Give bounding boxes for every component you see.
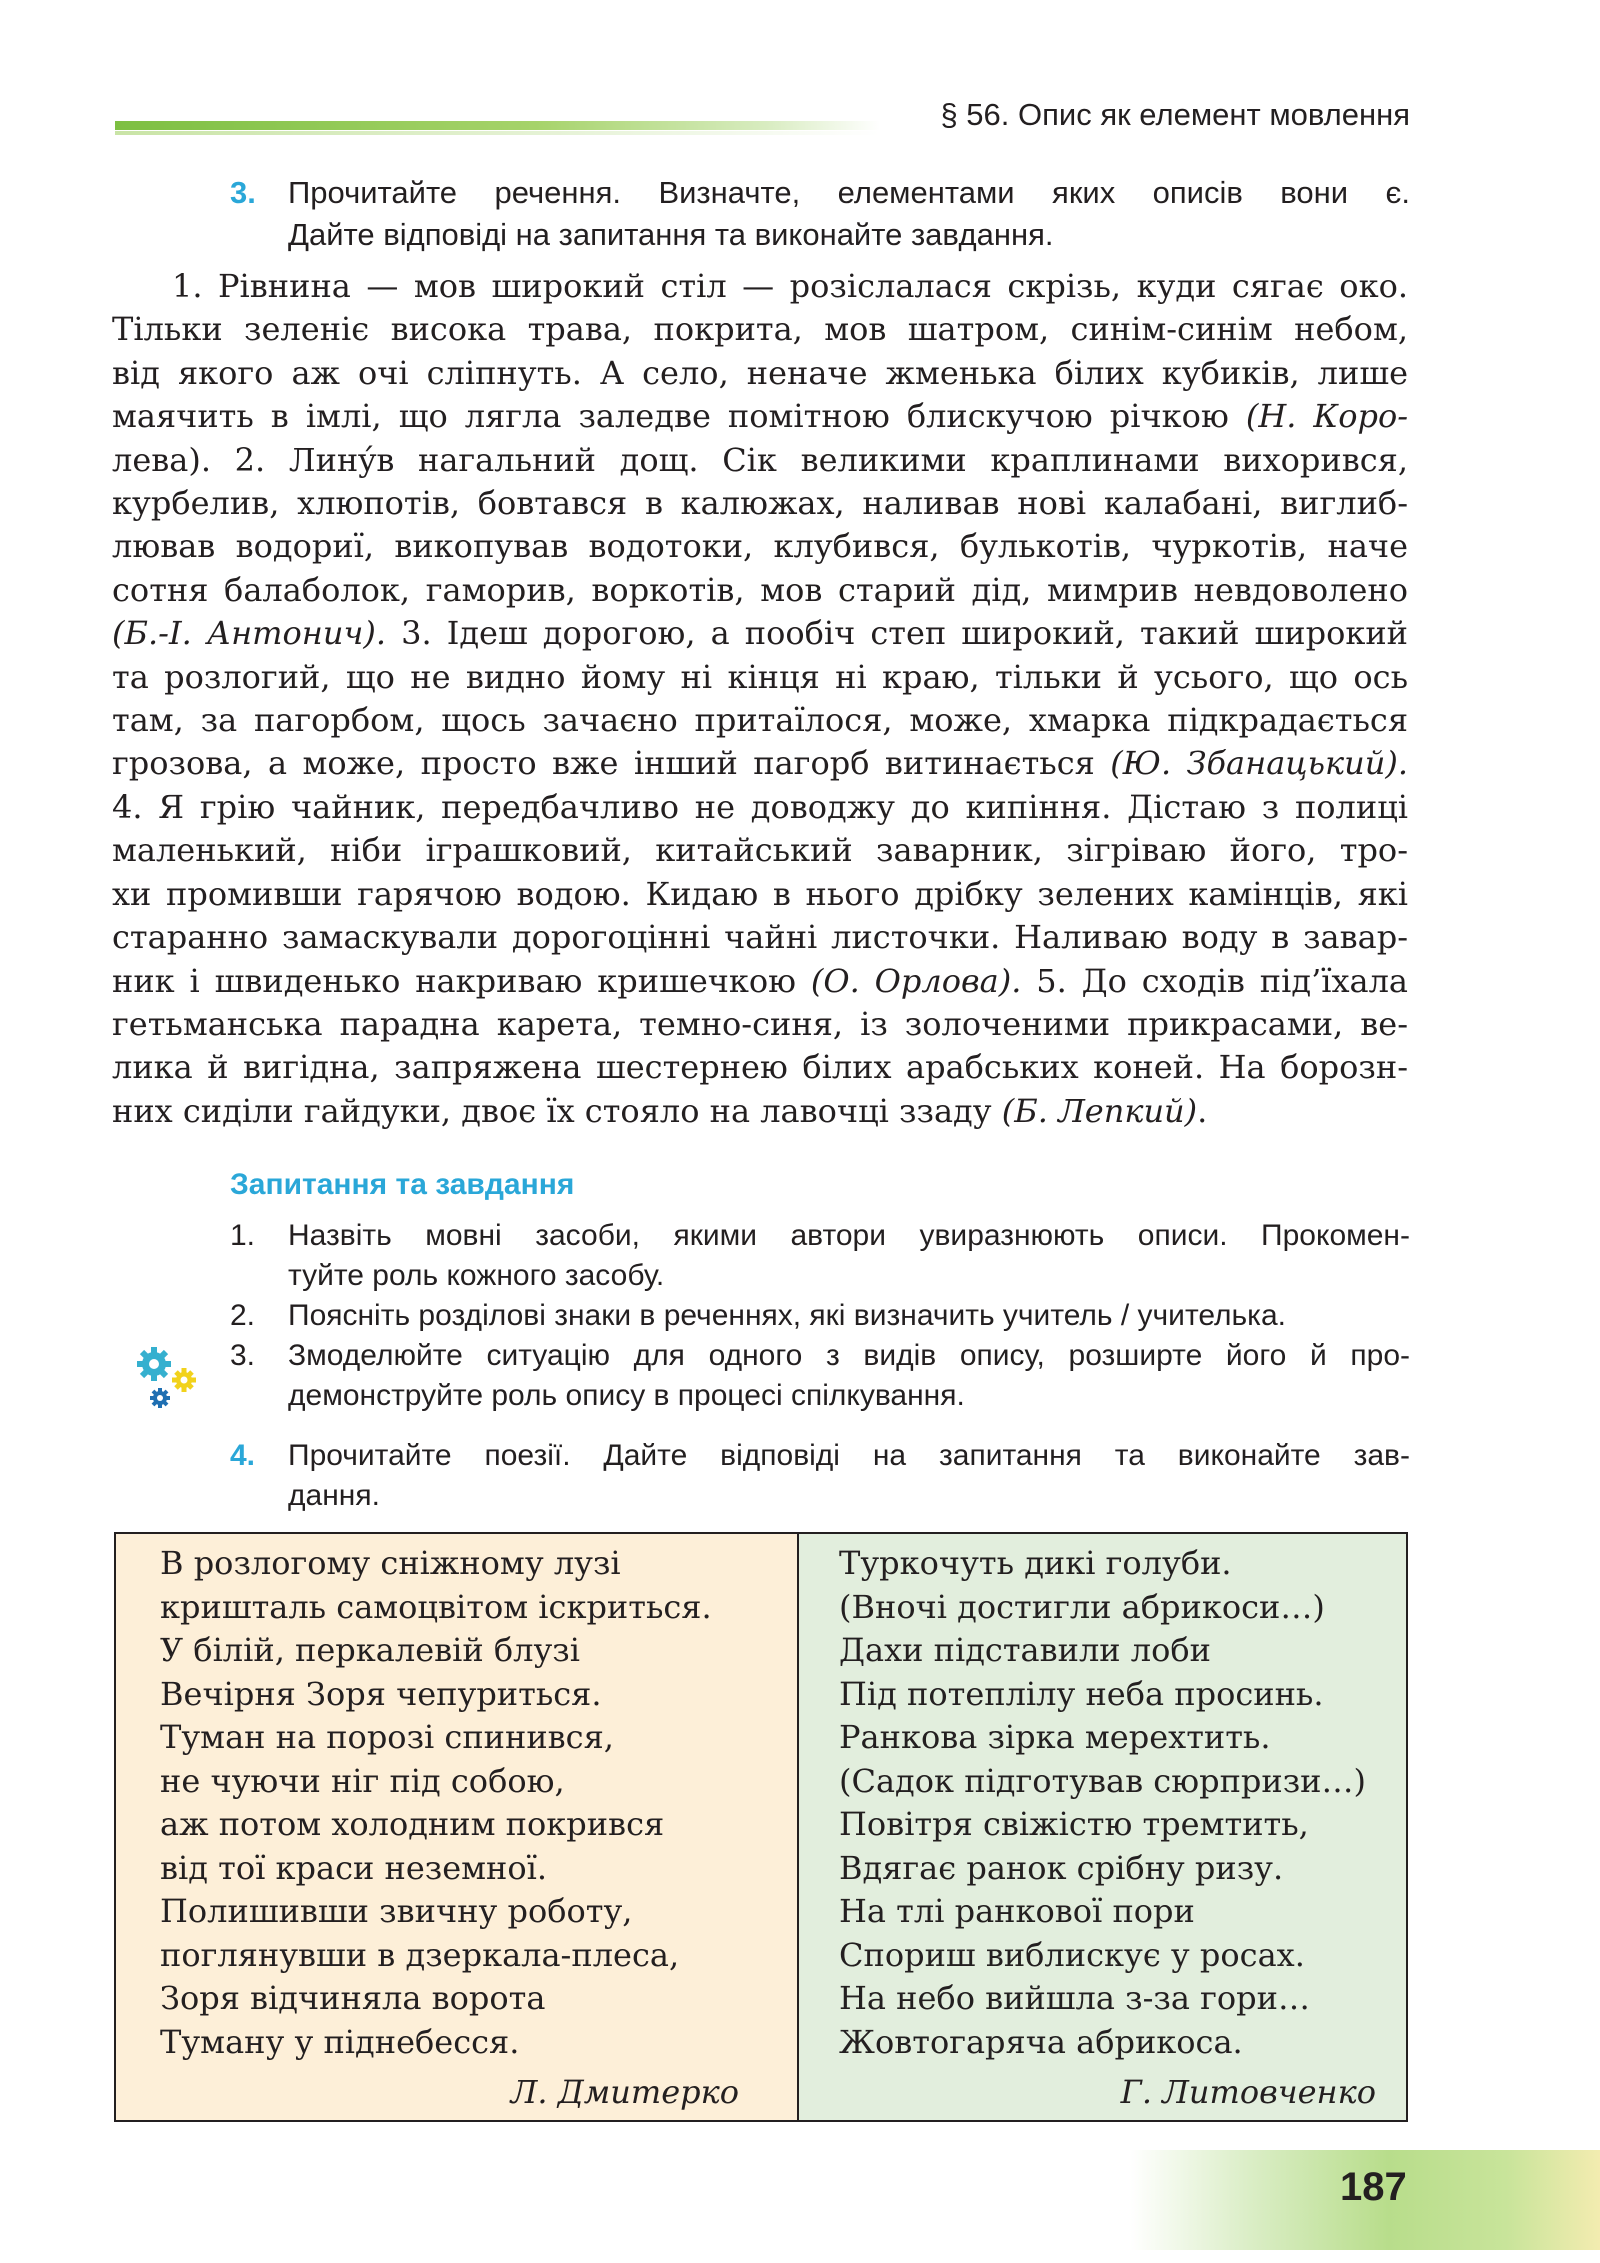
citation: (О. Орлова). (810, 961, 1022, 1000)
passage-line: старанно замаскували дорогоцінні чайні листочки. Наливаю воду в завар- (112, 918, 1408, 957)
poem-line: аж потом холодним покрився (160, 1805, 665, 1843)
passage-line: маячить в імлі, що лягла заледве помітною блискучою річкою (Н. Коро- (112, 397, 1409, 436)
passage-line: хи промивши гарячою водою. Кидаю в нього дрібку зелених камінців, які (112, 874, 1408, 913)
poem-author: Л. Дмитерко (510, 2072, 739, 2111)
citation: (Ю. Збанацький). (1110, 744, 1409, 783)
passage-line: них сиділи гайдуки, двоє їх стояло на лавочці ззаду (Б. Лепкий). (112, 1091, 1208, 1130)
page-number: 187 (1340, 2165, 1407, 2209)
passage-line: гетьманська парадна карета, темно-синя, із золоченими прикрасами, ве- (112, 1004, 1408, 1043)
list-item: 3. Змоделюйте ситуацію для одного з видів опису, розширте його й про- демонструйте роль опису в процесі спілкування. (230, 1339, 1410, 1412)
task-3 (230, 172, 1410, 256)
poem-line: На тлі ранкової пори (839, 1892, 1195, 1930)
passage-line: 1. Рівнина — мов широкий стіл — розіслалася скрізь, куди сягає око. (172, 267, 1408, 305)
task-number: 4. (230, 1439, 256, 1472)
poem-line: Вдягає ранок срібну ризу. (839, 1848, 1284, 1887)
poem-line: Повітря свіжістю тремтить, (839, 1805, 1309, 1843)
passage-line: 4. Я грію чайник, передбачливо не доводжу до кипіння. Дістаю з полиці (112, 787, 1408, 826)
passage (112, 265, 1408, 1133)
passage-line: курбелив, хлюпотів, бовтався в калюжах, наливав нові калабані, виглиб- (112, 484, 1408, 523)
poem-line: кришталь самоцвітом іскриться. (160, 1587, 712, 1626)
poem-line: Жовтогаряча абрикоса. (839, 2022, 1243, 2061)
poem-line: Полишивши звичну роботу, (160, 1892, 633, 1930)
poem-line: Дахи підставили лоби (839, 1631, 1211, 1669)
task-number: 3. (230, 175, 256, 210)
poem-line: Під потеплілу неба просинь. (839, 1674, 1324, 1713)
passage-line: лика й вигідна, запряжена шестернею білих арабських коней. На борозн- (112, 1048, 1408, 1087)
header-rule (115, 121, 880, 130)
poem-line: Туман на порозі спинився, (160, 1718, 614, 1756)
list-item: 2. Поясніть розділові знаки в реченнях, які визначить учитель / учителька. (230, 1299, 1286, 1332)
passage-line: (Б.-І. Антонич). 3. Ідеш дорогою, а пообіч степ широкий, такий широкий (112, 614, 1408, 653)
questions-list (230, 1216, 1410, 1416)
poem-line: Зоря відчиняла ворота (160, 1979, 546, 2017)
poem-line: Спориш виблискує у росах. (839, 1935, 1305, 1974)
poem-author: Г. Литовченко (1120, 2072, 1376, 2111)
passage-line: грозова, а може, просто вже інший пагорб витинається (Ю. Збанацький). (112, 744, 1409, 783)
poem-right (799, 1534, 1406, 2120)
poem-line: У білій, перкалевій блузі (160, 1631, 580, 1669)
task-line: дання. (288, 1479, 380, 1512)
passage-line: Тільки зеленіє висока трава, покрита, мов шатром, синім-синім небом, (112, 310, 1408, 349)
passage-line: та розлогий, що не видно йому ні кінця ні краю, тільки й усього, що ось (112, 657, 1408, 696)
poem-line: (Садок підготував сюрпризи…) (839, 1761, 1366, 1800)
task-line: Прочитайте речення. Визначте, елементами яких описів вони є. (288, 175, 1410, 210)
citation: (Н. Коро- (1245, 397, 1409, 436)
poem-line: Туману у піднебесся. (160, 2022, 520, 2061)
gears-icon (128, 1340, 208, 1420)
citation: (Б. Лепкий) (1001, 1091, 1198, 1130)
poem-line: поглянувши в дзеркала-плеса, (160, 1935, 680, 1974)
header-rule-secondary (115, 131, 880, 135)
poem-line: Вечірня Зоря чепуриться. (160, 1674, 602, 1713)
poem-left (116, 1534, 799, 2120)
passage-line: сотня балаболок, гаморив, воркотів, мов старий дід, мимрив невдоволено (112, 570, 1408, 609)
task-line: Прочитайте поезії. Дайте відповіді на запитання та виконайте зав- (288, 1439, 1410, 1472)
poem-line: не чуючи ніг під собою, (160, 1761, 565, 1800)
passage-line: там, за пагорбом, щось зачаєно притаїлося, може, хмарка підкрадається (112, 701, 1408, 740)
poem-line: В розлогому сніжному лузі (160, 1544, 621, 1582)
poems-table (114, 1532, 1408, 2122)
passage-line: лював водориї, викопував водотоки, клубився, булькотів, чуркотів, наче (112, 527, 1408, 566)
poem-line: від тої краси неземної. (160, 1848, 548, 1887)
poem-line: Туркочуть дикі голуби. (839, 1544, 1232, 1582)
task-4 (230, 1436, 1410, 1516)
passage-line: ник і швиденько накриваю кришечкою (О. Орлова). 5. До сходів під’їхала (112, 961, 1408, 1000)
questions-heading: Запитання та завдання (230, 1168, 575, 1201)
poem-line: На небо вийшла з-за гори… (839, 1979, 1310, 2017)
citation: (Б.-І. Антонич). (112, 614, 387, 653)
running-head: § 56. Опис як елемент мовлення (940, 97, 1410, 132)
poem-line: (Вночі достигли абрикоси…) (839, 1587, 1325, 1626)
task-line: Дайте відповіді на запитання та виконайте завдання. (288, 217, 1054, 252)
passage-line: від якого аж очі сліпнуть. А село, неначе жменька білих кубиків, лише (112, 353, 1408, 392)
passage-line: лева). 2. Линýв нагальний дощ. Сік великими краплинами вихорився, (112, 440, 1408, 479)
poem-line: Ранкова зірка мерехтить. (839, 1718, 1271, 1756)
list-item: 1. Назвіть мовні засоби, якими автори увиразнюють описи. Прокомен- туйте роль кожного засобу. (230, 1219, 1410, 1292)
passage-line: маленький, ніби іграшковий, китайський заварник, зігріваю його, тро- (112, 831, 1408, 870)
